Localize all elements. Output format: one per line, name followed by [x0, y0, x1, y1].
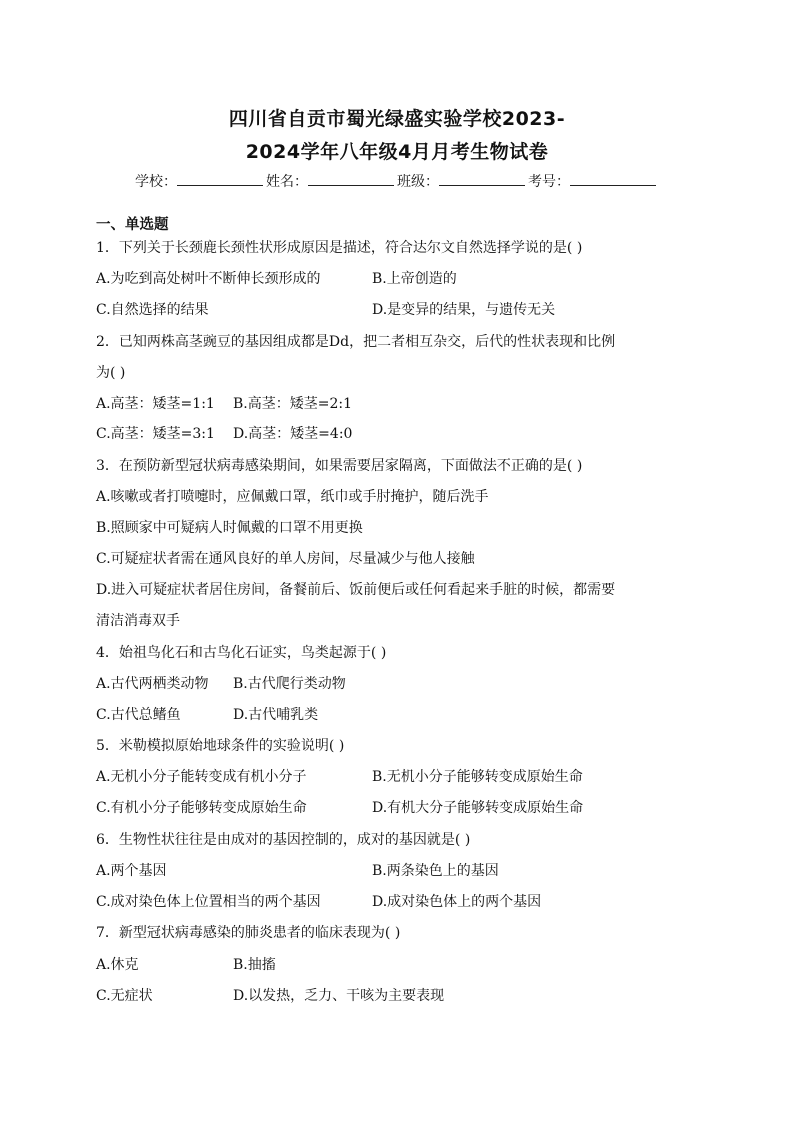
question-4-option-c: C.古代总鳍鱼 — [96, 707, 181, 723]
question-4-option-b: B.古代爬行类动物 — [233, 676, 346, 692]
question-5-option-c: C.有机小分子能够转变成原始生命 — [96, 800, 307, 816]
name-label: 姓名： — [266, 174, 308, 190]
school-label: 学校： — [135, 174, 177, 190]
question-6-option-a: A.两个基因 — [96, 863, 167, 879]
question-2-stem-line-2: 为( ) — [96, 365, 126, 381]
question-7-option-b: B.抽搐 — [233, 957, 276, 973]
question-2-option-c: C.高茎：矮茎=3:1 — [96, 426, 215, 442]
name-blank[interactable] — [308, 171, 394, 186]
question-5-stem: 5．米勒模拟原始地球条件的实验说明( ) — [96, 738, 345, 754]
question-1-option-a: A.为吃到高处树叶不断伸长颈形成的 — [96, 271, 321, 287]
exam-no-blank[interactable] — [570, 171, 656, 186]
question-6-option-b: B.两条染色上的基因 — [372, 863, 499, 879]
question-4-option-d: D.古代哺乳类 — [233, 707, 319, 723]
question-2-option-d: D.高茎：矮茎=4:0 — [233, 426, 353, 442]
question-3-option-a: A.咳嗽或者打喷嚏时，应佩戴口罩，纸巾或手肘掩护，随后洗手 — [96, 489, 489, 505]
question-4-option-a: A.古代两栖类动物 — [96, 676, 209, 692]
question-5-option-d: D.有机大分子能够转变成原始生命 — [372, 800, 584, 816]
question-1-stem: 1．下列关于长颈鹿长颈性状形成原因是描述，符合达尔文自然选择学说的是( ) — [96, 240, 583, 256]
exam-no-label: 考号： — [528, 174, 570, 190]
question-1-option-c: C.自然选择的结果 — [96, 302, 209, 318]
class-label: 班级： — [397, 174, 439, 190]
question-5-option-a: A.无机小分子能转变成有机小分子 — [96, 769, 307, 785]
question-3-option-d-line-2: 清洁消毒双手 — [96, 613, 180, 629]
question-7-option-d: D.以发热，乏力、干咳为主要表现 — [233, 988, 445, 1004]
question-3-option-c: C.可疑症状者需在通风良好的单人房间，尽量减少与他人接触 — [96, 551, 475, 567]
question-7-option-a: A.休克 — [96, 957, 139, 973]
question-4-stem: 4．始祖鸟化石和古鸟化石证实，鸟类起源于( ) — [96, 645, 387, 661]
exam-title-line-2: 2024学年八年级4月月考生物试卷 — [245, 141, 549, 163]
student-info-row — [0, 171, 794, 191]
question-6-stem: 6．生物性状往往是由成对的基因控制的，成对的基因就是( ) — [96, 832, 471, 848]
question-2-option-a: A.高茎：矮茎=1:1 — [96, 396, 215, 412]
question-3-option-d-line-1: D.进入可疑症状者居住房间，备餐前后、饭前便后或任何看起来手脏的时候，都需要 — [96, 582, 616, 598]
question-2-option-b: B.高茎：矮茎=2:1 — [233, 396, 352, 412]
question-1-option-b: B.上帝创造的 — [372, 271, 457, 287]
section-title: 一、单选题 — [96, 217, 169, 233]
question-1-option-d: D.是变异的结果，与遗传无关 — [372, 302, 556, 318]
question-7-stem: 7．新型冠状病毒感染的肺炎患者的临床表现为( ) — [96, 925, 401, 941]
question-6-option-d: D.成对染色体上的两个基因 — [372, 894, 542, 910]
question-5-option-b: B.无机小分子能够转变成原始生命 — [372, 769, 583, 785]
question-3-option-b: B.照顾家中可疑病人时佩戴的口罩不用更换 — [96, 520, 363, 536]
question-2-stem-line-1: 2．已知两株高茎豌豆的基因组成都是Dd，把二者相互杂交，后代的性状表现和比例 — [96, 334, 616, 350]
question-6-option-c: C.成对染色体上位置相当的两个基因 — [96, 894, 321, 910]
question-7-option-c: C.无症状 — [96, 988, 153, 1004]
exam-title-line-1: 四川省自贡市蜀光绿盛实验学校2023- — [228, 108, 566, 130]
class-blank[interactable] — [439, 171, 525, 186]
school-blank[interactable] — [177, 171, 263, 186]
question-3-stem: 3．在预防新型冠状病毒感染期间，如果需要居家隔离，下面做法不正确的是( ) — [96, 458, 583, 474]
